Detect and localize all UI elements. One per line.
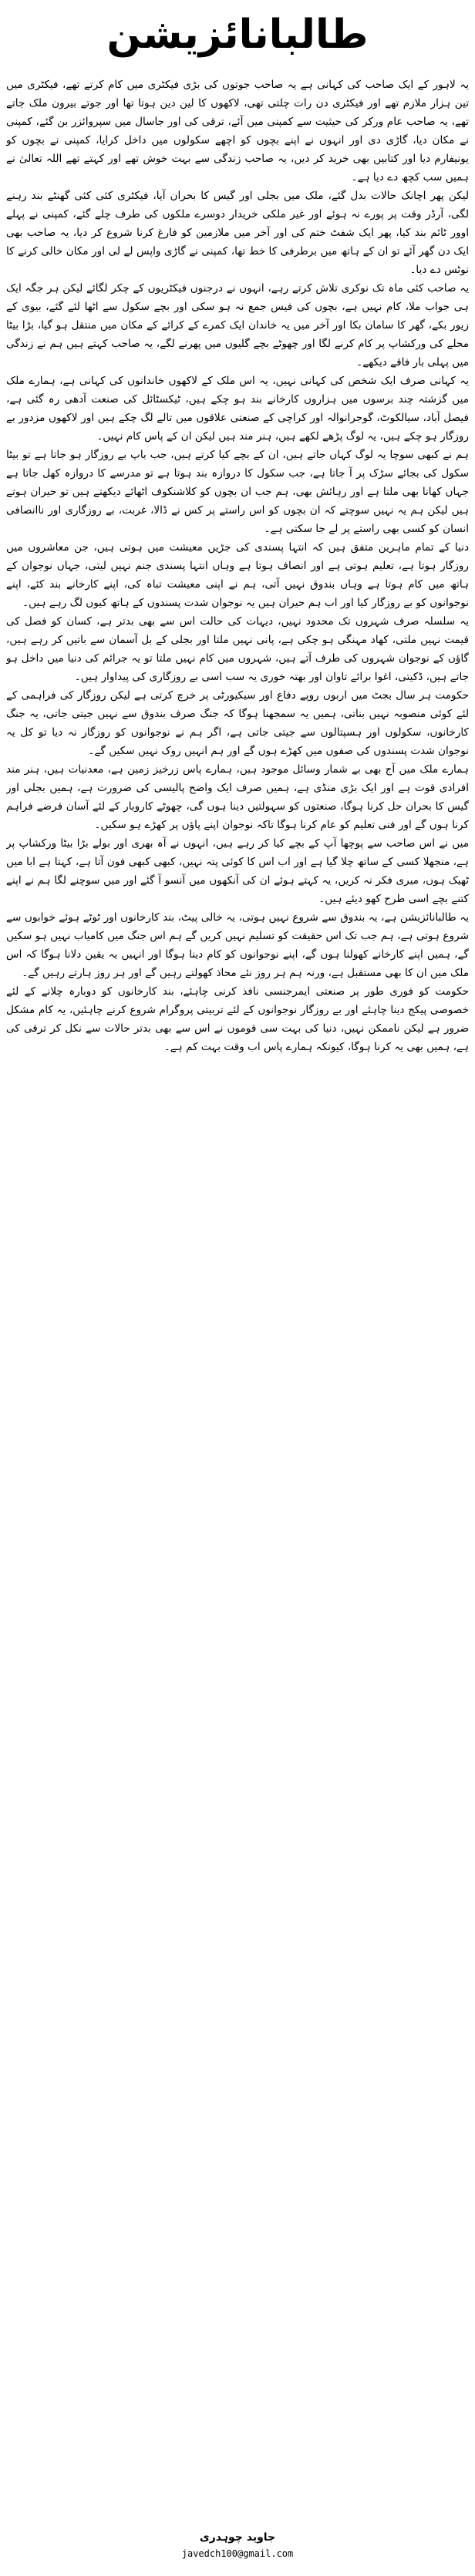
article-paragraph: یہ لاہور کے ایک صاحب کی کہانی ہے یہ صاحب جوتوں کی بڑی فیکٹری میں کام کرتے تھے، فیکٹری میں تین ہزار ملازم تھے اور فیکٹری دن رات چلتی تھی، لاکھوں کا لین دین ہوتا تھا اور جوتے بیرون ملک جاتے تھے، یہ صاحب عام ورکر کی حیثیت سے کمپنی میں آئے، ترقی کی اور جاسال میں سپروائزر بن گئے، کمپنی نے مکان دیا، گاڑی دی اور انہوں نے اپنے بچوں کو اچھے سکولوں میں داخل کرایا، کمپنی نے بچوں کو یونیفارم دیا اور کتابیں بھی خرید کر دیں، یہ صاحب زندگی سے بہت خوش تھے اور کہتے تھے اللہ تعالیٰ نے ہمیں سب کچھ دے دیا ہے۔: [6, 79, 469, 184]
article-paragraph: یہ سلسلہ صرف شہروں تک محدود نہیں، دیہات کی حالت اس سے بھی بدتر ہے، کسان کو فصل کی قیمت نہیں ملتی، کھاد مہنگی ہو چکی ہے، پانی نہیں ملتا اور بجلی کے بل آسمان سے باتیں کر رہے ہیں، گاؤں کے نوجوان شہروں کی طرف آتے ہیں، شہروں میں کام نہیں ملتا تو یہ جرائم کی دنیا میں داخل ہو جاتے ہیں، ڈکیتی، اغوا برائے تاوان اور بھتہ خوری یہ سب اسی بے روزگاری کی پیداوار ہیں۔: [6, 615, 469, 683]
article-paragraph: یہ صاحب کئی ماہ تک نوکری تلاش کرتے رہے، انہوں نے درجنوں فیکٹریوں کے چکر لگائے لیکن ہر جگہ ایک ہی جواب ملا، کام نہیں ہے، بچوں کی فیس جمع نہ ہو سکی اور بچے سکول سے اٹھا لئے گئے، بیوی کے زیور بکے، گھر کا سامان بکا اور آخر میں یہ خاندان ایک کمرے کے کرائے کے مکان میں منتقل ہو گیا، بڑا بیٹا محلے کی ورکشاپ پر کام کرنے لگا اور چھوٹے بچے گلیوں میں پھرنے لگے، یہ صاحب کہتے ہیں ہم نے زندگی میں پہلی بار فاقے دیکھے۔: [6, 282, 469, 369]
article-paragraph: دنیا کے تمام ماہرین متفق ہیں کہ انتہا پسندی کی جڑیں معیشت میں ہوتی ہیں، جن معاشروں میں روزگار ہوتا ہے، تعلیم ہوتی ہے اور انصاف ہوتا ہے وہاں انتہا پسندی جنم نہیں لیتی، جہاں نوجوان کے ہاتھ میں کام ہوتا ہے وہاں بندوق نہیں آتی، ہم نے اپنی معیشت تباہ کی، اپنے کارخانے بند کئے، اپنے نوجوانوں کو بے روزگار کیا اور اب ہم حیران ہیں یہ نوجوان شدت پسندوں کے ہاتھ کیوں لگ رہے ہیں۔: [6, 541, 469, 609]
article-paragraph: حکومت کو فوری طور پر صنعتی ایمرجنسی نافذ کرنی چاہئے، بند کارخانوں کو دوبارہ چلانے کے لئے خصوصی پیکج دینا چاہئے اور بے روزگار نوجوانوں کے لئے تربیتی پروگرام شروع کرنے چاہئیں، یہ کام مشکل ضرور ہے لیکن ناممکن نہیں، دنیا کی بہت سی قوموں نے اس سے بھی بدتر حالات سے نکل کر ترقی کی ہے، ہمیں بھی یہ کرنا ہوگا، کیونکہ ہمارے پاس اب وقت بہت کم ہے۔: [6, 985, 469, 1053]
article-paragraph: ہمارے ملک میں آج بھی بے شمار وسائل موجود ہیں، ہمارے پاس زرخیز زمین ہے، معدنیات ہیں، ہنر مند افرادی قوت ہے اور ایک بڑی منڈی ہے، ہمیں صرف ایک واضح پالیسی کی ضرورت ہے، ہمیں بجلی اور گیس کا بحران حل کرنا ہوگا، صنعتوں کو سہولتیں دینا ہوں گی، چھوٹے کاروبار کے لئے آسان قرضے فراہم کرنا ہوں گے اور فنی تعلیم کو عام کرنا ہوگا تاکہ نوجوان اپنے پاؤں پر کھڑے ہو سکیں۔: [6, 763, 469, 831]
article-paragraph: میں نے اس صاحب سے پوچھا آپ کے بچے کیا کر رہے ہیں، انہوں نے آہ بھری اور بولے بڑا بیٹا ورکشاپ پر ہے، منجھلا کسی کے ساتھ چلا گیا ہے اور اب اس کا کوئی پتہ نہیں، کبھی کبھی فون آتا ہے، کہتا ہے ابا میں ٹھیک ہوں، میری فکر نہ کریں، یہ کہتے ہوئے ان کی آنکھوں میں آنسو آ گئے اور میں سوچنے لگا ہم نے اپنے کتنے بچے اسی طرح کھو دیئے ہیں۔: [6, 837, 469, 905]
author-name: جاوید چوہدری: [199, 2531, 276, 2544]
article-paragraph: لیکن پھر اچانک حالات بدل گئے، ملک میں بجلی اور گیس کا بحران آیا، فیکٹری کئی کئی گھنٹے بند رہنے لگی، آرڈر وقت پر پورے نہ ہوئے اور غیر ملکی خریدار دوسرے ملکوں کی طرف چلے گئے، کمپنی نے پہلے اوور ٹائم بند کیا، پھر ایک شفٹ ختم کی اور آخر میں ملازمین کو فارغ کرنا شروع کر دیا، یہ صاحب بھی ایک دن گھر آئے تو ان کے ہاتھ میں برطرفی کا خط تھا، کمپنی نے گاڑی واپس لے لی اور مکان خالی کرنے کا نوٹس دے دیا۔: [6, 190, 469, 276]
byline: [0, 2529, 475, 2561]
author-email: javedch100@gmail.com: [181, 2548, 294, 2559]
article-paragraph: حکومت ہر سال بجٹ میں اربوں روپے دفاع اور سیکیورٹی پر خرچ کرتی ہے لیکن روزگار کی فراہمی کے لئے کوئی منصوبہ نہیں بناتی، ہمیں یہ سمجھنا ہوگا کہ جنگ صرف بندوق سے نہیں جیتی جاتی، یہ جنگ کارخانوں، سکولوں اور ہسپتالوں سے جیتی جاتی ہے، اگر ہم نے نوجوانوں کو روزگار نہ دیا تو کل یہ نوجوان شدت پسندوں کی صفوں میں کھڑے ہوں گے اور ہم انہیں روک نہیں سکیں گے۔: [6, 689, 469, 757]
article-headline: طالبانائزیشن: [106, 12, 369, 58]
article-body: [6, 76, 469, 2520]
article-paragraph: یہ طالبانائزیشن ہے، یہ بندوق سے شروع نہیں ہوتی، یہ خالی پیٹ، بند کارخانوں اور ٹوٹے ہوئے خوابوں سے شروع ہوتی ہے، ہم جب تک اس حقیقت کو تسلیم نہیں کریں گے ہم اس جنگ میں کامیاب نہیں ہو سکیں گے، ہمیں اپنے کارخانے کھولنا ہوں گے، اپنے نوجوانوں کو کام دینا ہوگا اور انہیں یہ یقین دلانا ہوگا کہ اس ملک میں ان کا بھی مستقبل ہے، ورنہ ہم ہر روز نئے محاذ کھولتے رہیں گے اور ہر روز ہارتے رہیں گے۔: [6, 911, 469, 979]
article-paragraph: ہم نے کبھی سوچا یہ لوگ کہاں جاتے ہیں، ان کے بچے کیا کرتے ہیں، جب باپ بے روزگار ہو جاتا ہے تو بیٹا سکول کی بجائے سڑک پر آ جاتا ہے، جب سکول کا دروازہ بند ہوتا ہے تو مدرسے کا دروازہ کھل جاتا ہے جہاں کھانا بھی ملتا ہے اور رہائش بھی، ہم جب ان بچوں کو کلاشنکوف اٹھائے دیکھتے ہیں تو حیران ہوتے ہیں لیکن ہم یہ نہیں سوچتے کہ ان بچوں کو اس راستے پر کس نے ڈالا، غربت، بے روزگاری اور ناانصافی انسان کو کسی بھی راستے پر لے جا سکتی ہے۔: [6, 449, 469, 535]
article-paragraph: یہ کہانی صرف ایک شخص کی کہانی نہیں، یہ اس ملک کے لاکھوں خاندانوں کی کہانی ہے، ہمارے ملک میں گزشتہ چند برسوں میں ہزاروں کارخانے بند ہو چکے ہیں، ٹیکسٹائل کی صنعت آدھی رہ گئی ہے، فیصل آباد، سیالکوٹ، گوجرانوالہ اور کراچی کے صنعتی علاقوں میں تالے لگ چکے ہیں اور لاکھوں مزدور بے روزگار ہو چکے ہیں، یہ لوگ پڑھے لکھے ہیں، ہنر مند ہیں لیکن ان کے پاس کام نہیں۔: [6, 375, 469, 443]
